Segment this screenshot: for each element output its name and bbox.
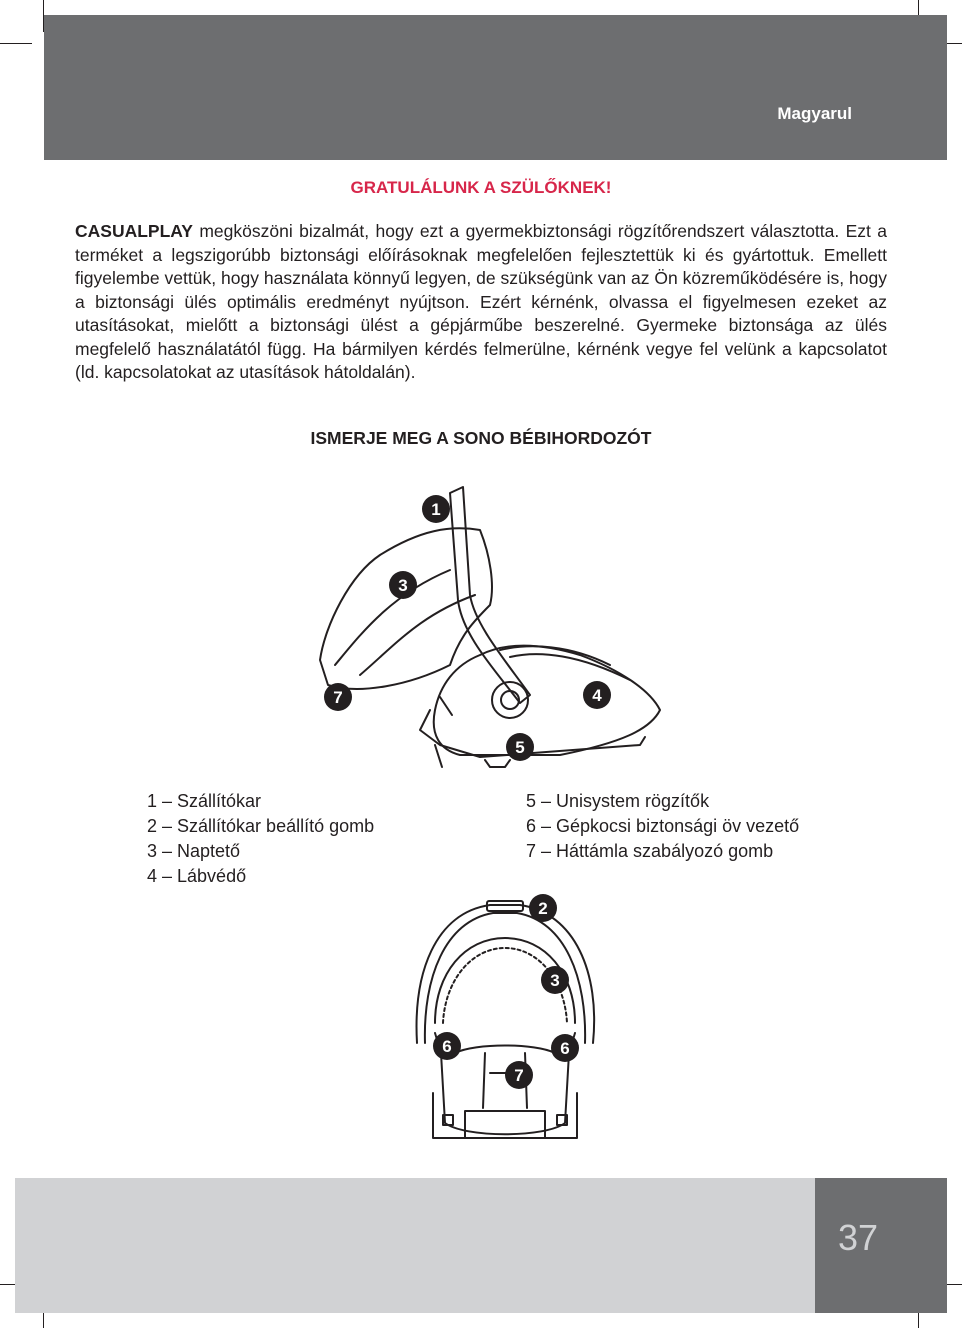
crop-mark	[0, 43, 32, 44]
legend-item: 1 – Szállítókar	[147, 791, 262, 811]
legend-right	[526, 789, 799, 864]
brand-name: CASUALPLAY	[75, 221, 193, 241]
legend-item: 3 – Naptető	[147, 841, 241, 861]
legend-item: 5 – Unisystem rögzítők	[526, 791, 710, 811]
language-label: Magyarul	[777, 104, 852, 123]
callout-3-label: 3	[550, 971, 560, 990]
callout-6-left	[433, 1032, 461, 1060]
header-band	[44, 15, 947, 160]
front-callouts	[405, 893, 605, 1153]
callout-1-label: 1	[431, 500, 441, 519]
callout-6-label: 6	[560, 1039, 570, 1058]
callout-7-label: 7	[333, 688, 343, 707]
legend-item: 7 – Háttámla szabályozó gomb	[526, 841, 774, 861]
legend-item: 4 – Lábvédő	[147, 866, 247, 886]
callout-7-label: 7	[514, 1066, 524, 1085]
callout-6-label: 6	[442, 1037, 452, 1056]
intro-paragraph	[75, 220, 887, 385]
footer-band	[15, 1178, 815, 1313]
callout-7	[505, 1061, 533, 1089]
callout-5	[506, 733, 534, 761]
page-number: 37	[838, 1217, 879, 1258]
page-number-box	[815, 1178, 947, 1313]
side-callouts	[300, 475, 680, 775]
callout-3-label: 3	[398, 576, 408, 595]
callout-3	[389, 571, 417, 599]
callout-2	[529, 894, 557, 922]
congrats-title: GRATULÁLUNK A SZÜLŐKNEK!	[350, 178, 612, 197]
intro-text: megköszöni bizalmát, hogy ezt a gyermekbiztonsági rögzítőrendszert választotta. Ezt a terméket a legszigorúbb biztonsági előírásoknak megfelelően fejlesztettük ki és gyártottuk. Emellett figyelembe vettük, hogy használata könnyű legyen, de szükségünk van az Ön közreműködésére is, hogy a biztonsági ülés optimális eredményt nyújtson. Ezért kérnénk, olvassa el figyelmesen ezeket az utasításokat, mielőtt a biztonsági ülést a gépjárműbe beszerelné. Gyermeke biztonsága az ülés megfelelő használatától függ. Ha bármilyen kérdés felmerülne, kérnénk vegye fel velünk a kapcsolatot (ld. kapcsolatokat az utasítások hátoldalán).	[75, 221, 887, 382]
callout-3	[541, 966, 569, 994]
callout-1	[422, 495, 450, 523]
callout-2-label: 2	[538, 899, 548, 918]
callout-5-label: 5	[515, 738, 525, 757]
callout-4	[583, 681, 611, 709]
callout-6-right	[551, 1034, 579, 1062]
section-title: ISMERJE MEG A SONO BÉBIHORDOZÓT	[310, 428, 652, 448]
legend-left	[147, 789, 374, 889]
legend-item: 6 – Gépkocsi biztonsági öv vezető	[526, 816, 800, 836]
callout-4-label: 4	[592, 686, 602, 705]
legend-item: 2 – Szállítókar beállító gomb	[147, 816, 375, 836]
callout-7	[324, 683, 352, 711]
